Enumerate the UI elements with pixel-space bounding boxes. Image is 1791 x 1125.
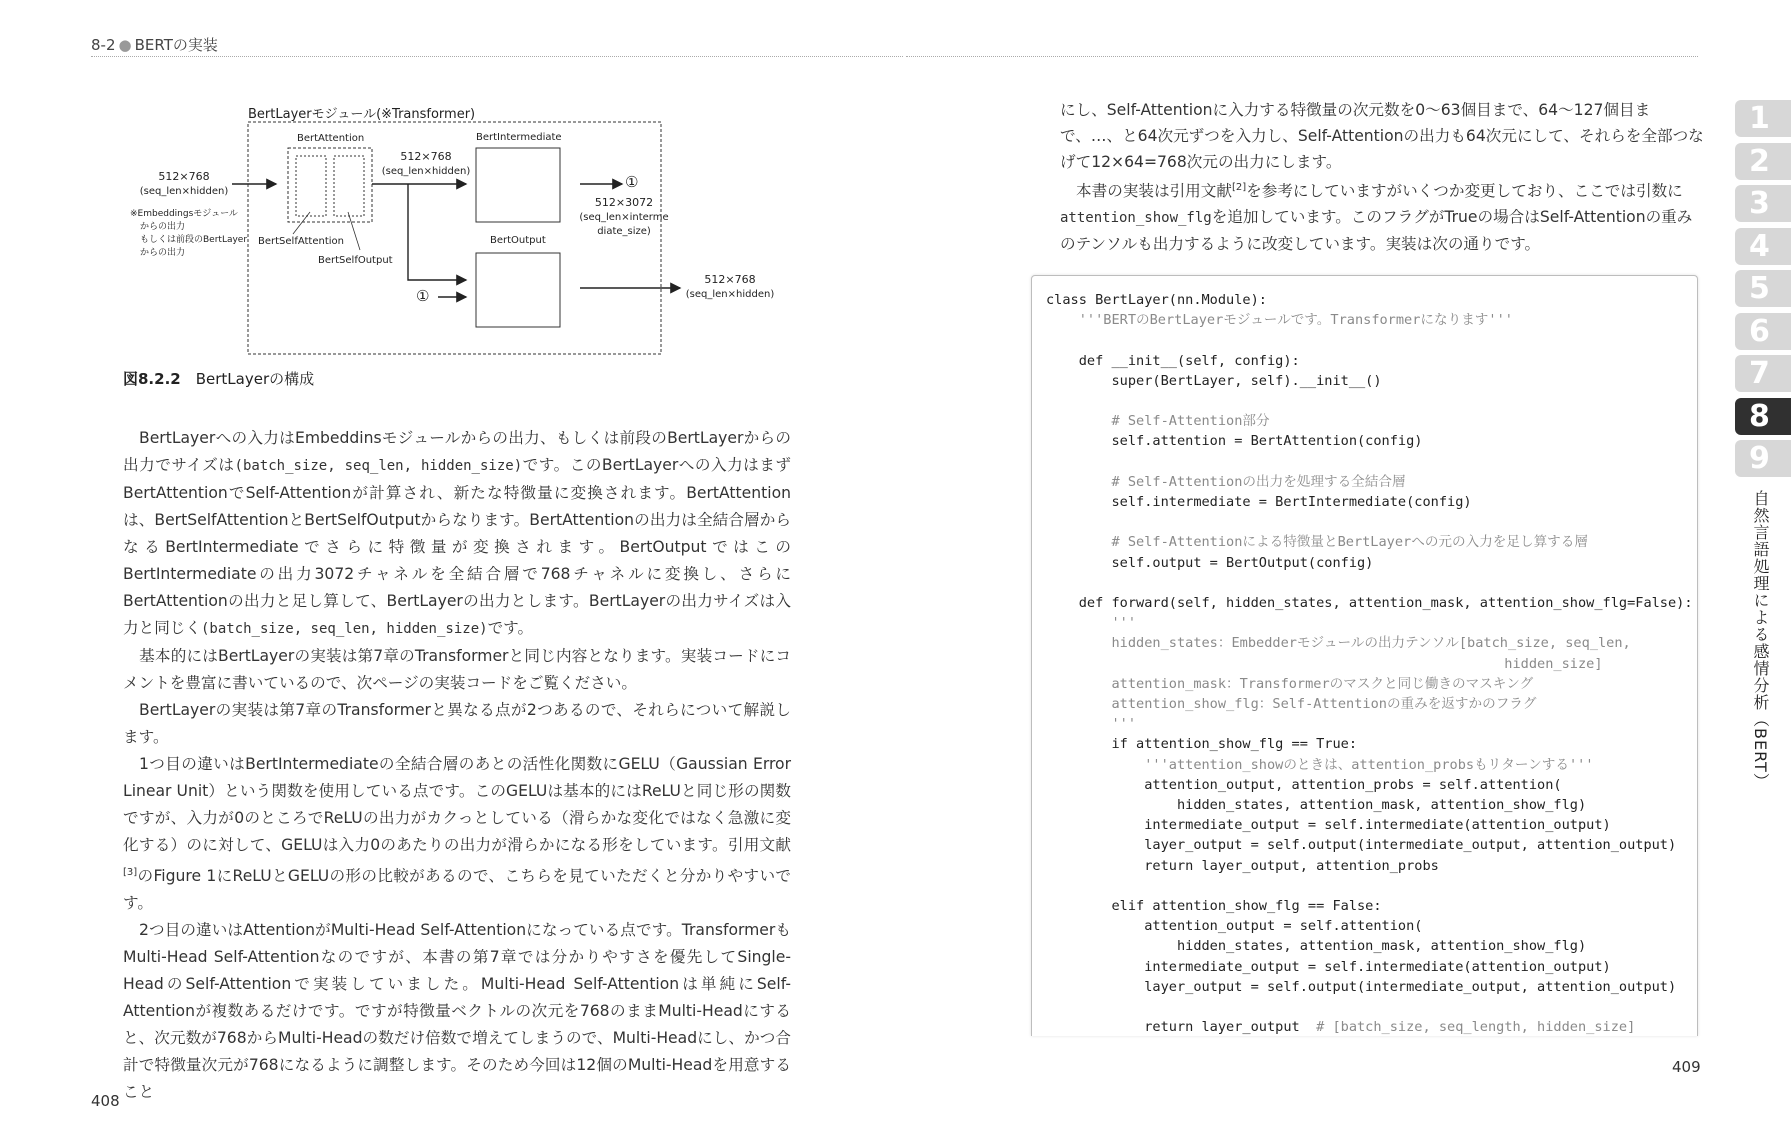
code-line: self.intermediate = BertIntermediate(config) (1046, 493, 1472, 510)
paragraph-text: です。このBertLayerへの入力はまずBertAttentionでSelf-Attentionが計算され、新たな特徴量に変換されます。BertAttentionは、BertSelfAttentionとBertSelfOutputからなります。BertAttentionの出力は全結合層からなるBertIntermediateでさらに特徴量が変換されます。BertOutputではこのBertIntermediateの出力3072チャネルを全結合層で768チャネルに変換し、さらにBertAttentionの出力と足し算して、BertLayerの出力とします。BertLayerの出力サイズは入力と同じく (123, 456, 791, 637)
input-note-1: ※Embeddingsモジュール (130, 209, 238, 219)
input-dim-label: 512×768 (158, 170, 210, 183)
paragraph-text: BertLayerの実装は第7章のTransformerと異なる点が2つあるので、それらについて解説します。 (123, 701, 791, 746)
code-line: super(BertLayer, self).__init__() (1046, 372, 1382, 389)
header-title: BERTの実装 (134, 36, 218, 54)
chapter-tab-8[interactable]: 8 (1735, 398, 1791, 435)
paragraph-text: 2つ目の違いはAttentionがMulti-Head Self-Attentionになっている点です。TransformerもMulti-Head Self-Attentionなのですが、本書の第7章では分かりやすさを優先してSingle-HeadのSelf-Attentionで実装していました。Multi-Head Self-Attentionは単純にSelf-Attentionが複数あるだけです。ですが特徴量ベクトルの次元を768のままMulti-Headにすると、次元数が768からMulti-Headの数だけ倍数で増えてしまうので、Multi-Headにし、かつ合計で特徴量次元が768になるように調整します。そのため今回は12個のMulti-Headを用意すること (123, 921, 791, 1102)
code-line: '''BERTのBertLayerモジュールです。Transformerになります''' (1046, 312, 1513, 329)
caption-text: BertLayerの構成 (195, 370, 315, 388)
running-header (91, 34, 218, 55)
paragraph-text: を追加しています。このフラグがTrueの場合はSelf-Attentionの重みのテンソルも出力するように改変しています。実装は次の通りです。 (1060, 208, 1693, 254)
bert-self-attention-box (296, 156, 326, 216)
page-number-left: 408 (91, 1092, 120, 1110)
mid-dim-label: 512×768 (400, 150, 452, 163)
code-line: elif attention_show_flg == False: (1046, 898, 1382, 914)
chapter-tab-6[interactable]: 6 (1735, 313, 1791, 350)
bert-self-output-label: BertSelfOutput (318, 255, 393, 266)
inter-dim-label: 512×3072 (594, 196, 654, 209)
paragraph (123, 697, 791, 751)
code-line: attention_output = self.attention( (1046, 918, 1423, 935)
code-line: '''attention_showのときは、attention_probsもリターンする''' (1046, 756, 1594, 773)
code-line (1046, 573, 1697, 593)
chapter-tab-3[interactable]: 3 (1735, 185, 1791, 222)
code-line (1046, 391, 1697, 411)
chapter-tab-9[interactable]: 9 (1735, 440, 1791, 477)
paragraph-text: BertLayerへの入力はEmbeddinsモジュールからの出力、もしくは前段のBertLayerからの出力でサイズは (123, 429, 791, 474)
bert-self-output-box (334, 156, 364, 216)
code-line: # Self-Attentionの出力を処理する全結合層 (1046, 473, 1406, 490)
code-line: attention_output, attention_probs = self.attention( (1046, 776, 1562, 793)
inline-code: attention_show_flg (1060, 210, 1212, 227)
paragraph-text: を参考にしていますがいくつか変更しており、ここでは引数に (1246, 182, 1683, 201)
figure-module-title: BertLayerモジュール(※Transformer) (248, 107, 476, 122)
code-line: ''' (1046, 716, 1137, 733)
circle-one-bottom: ① (416, 287, 430, 305)
input-note-3: もしくは前段のBertLayer (140, 235, 248, 245)
inline-code: (batch_size, seq_len, hidden_size) (200, 621, 488, 637)
code-line: # Self-Attentionによる特徴量とBertLayerへの元の入力を足し算する層 (1046, 534, 1588, 551)
header-bullet: ● (118, 36, 132, 54)
left-body-text (123, 425, 791, 1106)
chapter-tab-5[interactable]: 5 (1735, 270, 1791, 307)
code-line (1046, 512, 1697, 532)
paragraph (123, 751, 791, 917)
code-line: intermediate_output = self.intermediate(attention_output) (1046, 817, 1611, 834)
caption-number: 図8.2.2 (123, 370, 181, 388)
inline-code: (batch_size, seq_len, hidden_size) (234, 458, 523, 474)
code-line: hidden_states, attention_mask, attention_show_flg) (1046, 938, 1587, 955)
code-line: self.attention = BertAttention(config) (1046, 433, 1423, 450)
header-rule-right (906, 56, 1698, 57)
paragraph-text: 本書の実装は引用文献 (1076, 182, 1232, 201)
paragraph (123, 643, 791, 697)
code-line: def forward(self, hidden_states, attention_mask, attention_show_flg=False): (1046, 594, 1693, 611)
code-line: intermediate_output = self.intermediate(attention_output) (1046, 958, 1611, 975)
code-line: self.output = BertOutput(config) (1046, 554, 1374, 571)
chapter-tab-1[interactable]: 1 (1735, 100, 1791, 137)
code-line: def __init__(self, config): (1046, 352, 1300, 369)
right-body-text (1060, 97, 1705, 257)
code-line: layer_output = self.output(intermediate_output, attention_output) (1046, 978, 1677, 995)
input-shape-label: (seq_len×hidden) (139, 186, 229, 197)
input-note-4: からの出力 (140, 248, 186, 258)
mid-shape-label: (seq_len×hidden) (381, 166, 471, 177)
paragraph-text: のFigure 1にReLUとGELUの形の比較があるので、こちらを見ていただくと分かりやすいです。 (123, 867, 791, 913)
header-section: 8-2 (91, 36, 116, 54)
input-note-2: からの出力 (140, 222, 186, 232)
inter-shape-2: diate_size) (597, 226, 651, 237)
code-line (1046, 876, 1697, 896)
attention-to-output-arrow (408, 184, 466, 280)
figure-caption (123, 368, 314, 389)
bert-self-attention-label: BertSelfAttention (258, 236, 344, 247)
code-line: attention_show_flg：Self-Attentionの重みを返すかのフラグ (1046, 695, 1537, 712)
code-line: hidden_states：Embedderモジュールの出力テンソル[batch_size, seq_len, (1046, 635, 1631, 652)
figure-diagram (120, 100, 800, 360)
inter-shape-1: (seq_len×interme (579, 212, 669, 223)
self-output-pointer (348, 212, 360, 250)
code-line: # Self-Attention部分 (1046, 413, 1270, 430)
bert-intermediate-label: BertIntermediate (476, 132, 562, 143)
code-block (1032, 276, 1697, 1036)
reference-marker: [2] (1231, 182, 1247, 193)
paragraph (1060, 97, 1705, 175)
code-line: layer_output = self.output(intermediate_output, attention_output) (1046, 837, 1677, 854)
bert-intermediate-box (476, 148, 560, 222)
output-shape-label: (seq_len×hidden) (685, 289, 775, 300)
chapter-tab-4[interactable]: 4 (1735, 228, 1791, 265)
code-line: if attention_show_flg == True: (1046, 736, 1357, 753)
code-line: return layer_output, attention_probs (1046, 857, 1439, 874)
code-listing (1031, 275, 1698, 1036)
code-line: ''' (1046, 615, 1137, 632)
paragraph-text: 1つ目の違いはBertIntermediateの全結合層のあとの活性化関数にGELU（Gaussian Error Linear Unit）という関数を使用している点です。このGELUは基本的にはReLUと同じ形の関数ですが、入力が0のところでReLUの出力がカクっとしている（滑らかな変化ではなく急激に変化する）のに対して、GELUは入力0のあたりの出力が滑らかになる形をしています。引用文献 (123, 755, 791, 854)
reference-marker: [3] (123, 867, 138, 878)
output-dim-label: 512×768 (704, 273, 756, 286)
code-line: attention_mask：Transformerのマスクと同じ働きのマスキング (1046, 675, 1534, 692)
circle-one-top: ① (625, 173, 639, 191)
code-line (1046, 330, 1697, 350)
bert-attention-label: BertAttention (297, 133, 365, 144)
paragraph-text: です。 (487, 619, 534, 637)
paragraph (123, 425, 791, 643)
bertlayer-figure (120, 100, 800, 360)
chapter-tab-7[interactable]: 7 (1735, 355, 1791, 392)
code-line: hidden_size] (1046, 655, 1603, 672)
paragraph (1060, 175, 1705, 257)
code-line (1046, 452, 1697, 472)
bert-attention-box (288, 148, 372, 222)
header-rule-left (91, 56, 903, 57)
code-line: return layer_output # [batch_size, seq_length, hidden_size] (1046, 1019, 1636, 1036)
code-line: class BertLayer(nn.Module): (1046, 292, 1267, 308)
page-number-right: 409 (1672, 1058, 1701, 1076)
bert-output-box (476, 253, 560, 327)
bert-output-label: BertOutput (490, 235, 546, 246)
paragraph (123, 917, 791, 1106)
chapter-tab-2[interactable]: 2 (1735, 143, 1791, 180)
paragraph-text: にし、Self-Attentionに入力する特徴量の次元数を0～63個目まで、64～127個目まで、…、と64次元ずつを入力し、Self-Attentionの出力も64次元にして、それらを全部つなげて12×64=768次元の出力にします。 (1060, 101, 1704, 171)
code-line (1046, 997, 1697, 1017)
chapter-title-vertical: 自然言語処理による感情分析（BERT） (1751, 490, 1770, 790)
code-line: hidden_states, attention_mask, attention_show_flg) (1046, 797, 1587, 813)
paragraph-text: 基本的にはBertLayerの実装は第7章のTransformerと同じ内容となります。実装コードにコメントを豊富に書いているので、次ページの実装コードをご覧ください。 (123, 647, 791, 692)
